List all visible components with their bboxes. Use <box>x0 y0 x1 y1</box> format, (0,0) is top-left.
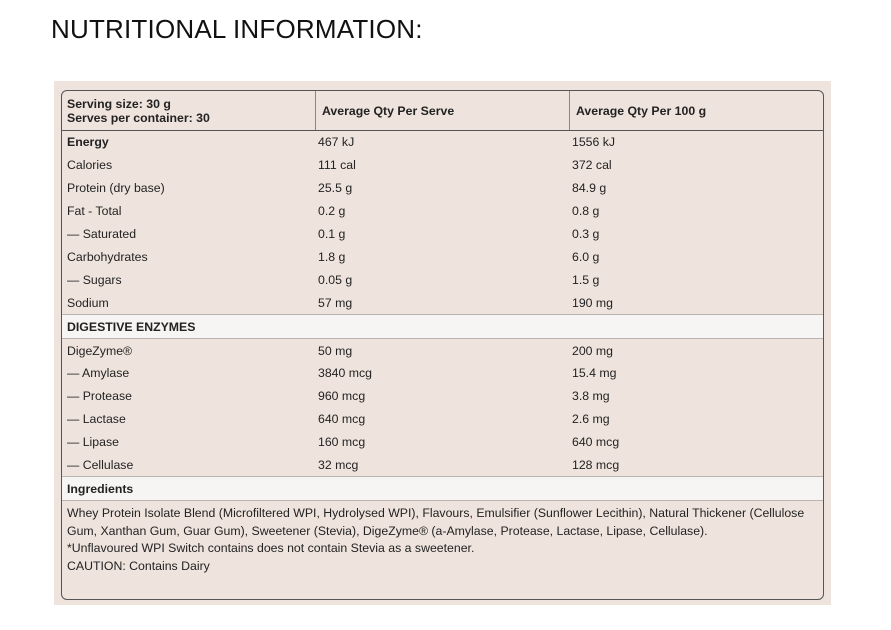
nutrient-name: Carbohydrates <box>67 249 148 264</box>
nutrient-name: — Sugars <box>67 272 122 287</box>
enzyme-name: — Amylase <box>67 366 130 381</box>
column-header-per-100g: Average Qty Per 100 g <box>569 91 823 130</box>
enzyme-name: — Protease <box>67 389 132 404</box>
ingredients-text: Whey Protein Isolate Blend (Microfiltered WPI, Hydrolysed WPI), Flavours, Emulsifier (Sunflower Lecithin), Natural Thickener (Cellulose Gum, Xanthan Gum, Guar Gum), Sweetener (Stevia), DigeZyme® (a-Amylase, Protease, Lactase, Lipase, Cellulase). <box>67 506 805 538</box>
per-100g-value: 1.5 g <box>572 272 600 287</box>
table-row <box>62 268 823 291</box>
ingredients-block <box>62 501 823 575</box>
per-100g-value: 3.8 mg <box>572 389 610 404</box>
enzyme-name: — Lipase <box>67 435 119 450</box>
enzymes-heading: DIGESTIVE ENZYMES <box>67 319 196 334</box>
nutrient-name: Energy <box>67 135 109 150</box>
per-100g-value: 2.6 mg <box>572 412 610 427</box>
per-serve-value: 32 mcg <box>318 458 359 473</box>
section-header-ingredients <box>62 476 823 501</box>
per-100g-value: 640 mcg <box>572 435 620 450</box>
column-header-per-serve: Average Qty Per Serve <box>315 91 569 130</box>
table-row <box>62 431 823 454</box>
per-100g-value: 0.8 g <box>572 204 600 219</box>
per-serve-value: 0.05 g <box>318 272 353 287</box>
nutrient-name: Fat - Total <box>67 204 122 219</box>
per-serve-value: 0.1 g <box>318 227 346 241</box>
enzyme-name: — Lactase <box>67 412 126 427</box>
per-serve-value: 3840 mcg <box>318 366 373 381</box>
per-100g-value: 6.0 g <box>572 249 600 264</box>
per-serve-value: 1.8 g <box>318 249 346 264</box>
table-row <box>62 154 823 177</box>
page-title: NUTRITIONAL INFORMATION: <box>51 14 423 44</box>
nutrition-table <box>61 90 824 600</box>
table-row <box>62 291 823 314</box>
table-row <box>62 131 823 154</box>
per-serve-value: 25.5 g <box>318 181 353 196</box>
table-header-row <box>62 91 823 131</box>
table-row <box>62 454 823 477</box>
per-serve-value: 160 mcg <box>318 435 366 450</box>
table-row <box>62 200 823 223</box>
per-100g-value: 372 cal <box>572 158 612 173</box>
per-serve-value: 111 cal <box>318 158 356 173</box>
per-100g-value: 200 mg <box>572 343 614 358</box>
serving-size: Serving size: 30 g <box>67 96 171 111</box>
table-row <box>62 385 823 408</box>
ingredients-heading: Ingredients <box>67 481 134 496</box>
per-100g-value: 190 mg <box>572 295 614 310</box>
table-row <box>62 177 823 200</box>
serves-per-container: Serves per container: 30 <box>67 110 210 125</box>
per-100g-value: 1556 kJ <box>572 135 616 150</box>
per-serve-value: 57 mg <box>318 295 353 310</box>
nutrient-name: — Saturated <box>67 227 137 241</box>
table-row <box>62 408 823 431</box>
per-100g-value: 0.3 g <box>572 227 600 241</box>
per-serve-value: 467 kJ <box>318 135 355 150</box>
caution-text: CAUTION: Contains Dairy <box>67 558 210 573</box>
table-row <box>62 362 823 385</box>
enzyme-name: — Cellulase <box>67 458 134 473</box>
nutrient-name: Sodium <box>67 295 109 310</box>
per-100g-value: 84.9 g <box>572 181 607 196</box>
per-serve-value: 50 mg <box>318 343 353 358</box>
per-100g-value: 15.4 mg <box>572 366 617 381</box>
per-serve-value: 0.2 g <box>318 204 346 219</box>
table-row <box>62 339 823 362</box>
nutrient-name: Protein (dry base) <box>67 181 165 196</box>
nutrient-name: Calories <box>67 158 113 173</box>
per-serve-value: 960 mcg <box>318 389 366 404</box>
section-header-enzymes <box>62 314 823 339</box>
serving-info <box>62 97 315 125</box>
table-row <box>62 223 823 246</box>
per-serve-value: 640 mcg <box>318 412 366 427</box>
nutrition-panel <box>54 81 831 605</box>
per-100g-value: 128 mcg <box>572 458 620 473</box>
table-row <box>62 245 823 268</box>
ingredients-note: *Unflavoured WPI Switch contains does not contain Stevia as a sweetener. <box>67 541 475 556</box>
enzyme-name: DigeZyme® <box>67 343 133 358</box>
